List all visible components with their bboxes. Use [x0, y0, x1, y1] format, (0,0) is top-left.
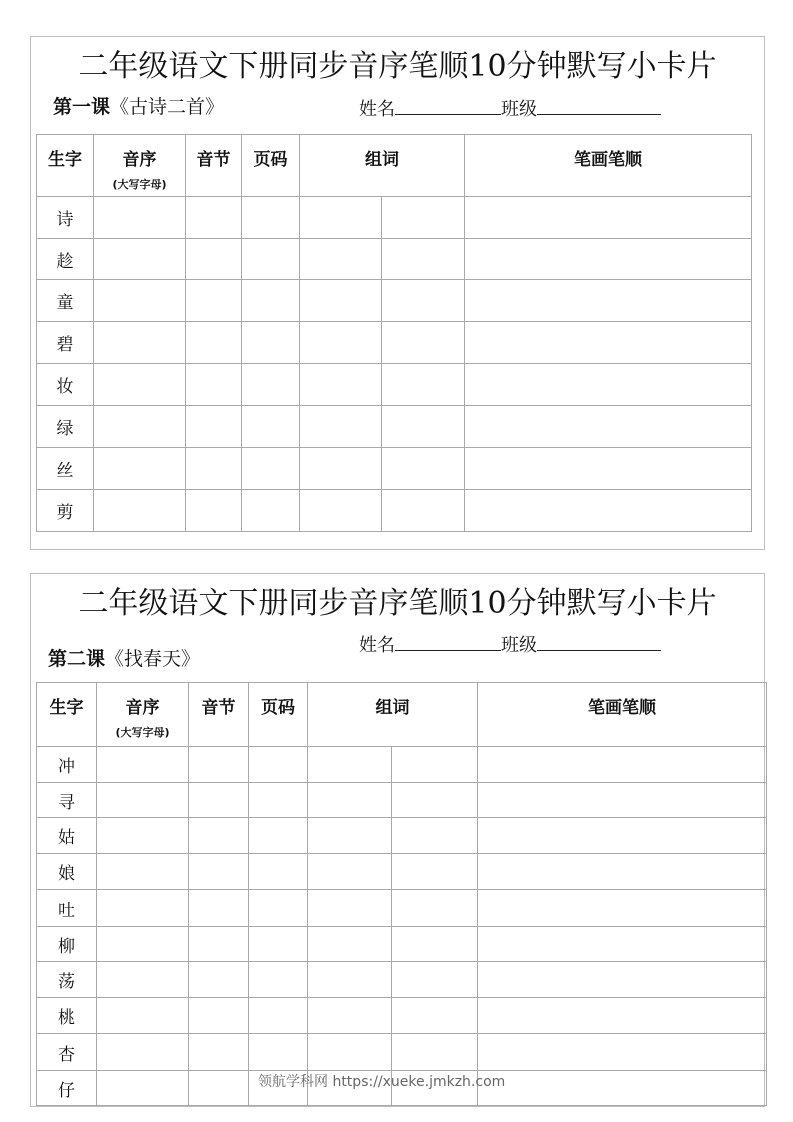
word-cell-2[interactable]: [392, 783, 478, 818]
name-label: 姓名: [359, 635, 395, 656]
word-cell-1[interactable]: [300, 280, 382, 322]
header-order: 音序 (大写字母): [94, 135, 186, 197]
lesson-number: 第二课: [48, 648, 106, 670]
char-cell: 寻: [37, 783, 97, 818]
order-cell[interactable]: [97, 818, 189, 854]
header-order-sub: (大写字母): [112, 178, 167, 191]
page-cell[interactable]: [249, 854, 308, 890]
syllable-cell[interactable]: [189, 1034, 249, 1071]
page-cell[interactable]: [242, 239, 300, 280]
word-cell-2[interactable]: [392, 998, 478, 1034]
lesson-name: 《古诗二首》: [110, 96, 225, 118]
syllable-cell[interactable]: [189, 747, 249, 783]
name-label: 姓名: [359, 99, 395, 120]
page-cell[interactable]: [242, 406, 300, 448]
page-cell[interactable]: [249, 818, 308, 854]
page-cell[interactable]: [249, 747, 308, 783]
lesson-number: 第一课: [53, 96, 111, 118]
word-cell-1[interactable]: [300, 364, 382, 406]
word-cell-1[interactable]: [308, 962, 392, 998]
order-cell[interactable]: [94, 490, 186, 532]
syllable-cell[interactable]: [186, 239, 242, 280]
char-cell: 绿: [37, 406, 94, 448]
table-row: [37, 322, 752, 364]
lesson-heading: [48, 644, 200, 671]
lesson-heading: [53, 92, 224, 119]
word-cell-2[interactable]: [392, 747, 478, 783]
syllable-cell[interactable]: [189, 1071, 249, 1106]
syllable-cell[interactable]: [186, 364, 242, 406]
syllable-cell[interactable]: [186, 280, 242, 322]
header-words: 组词: [308, 683, 478, 747]
strokes-cell[interactable]: [465, 490, 752, 532]
lesson-name: 《找春天》: [105, 648, 201, 670]
char-cell: 杏: [37, 1034, 97, 1071]
class-label: 班级: [501, 635, 537, 656]
order-cell[interactable]: [94, 322, 186, 364]
strokes-cell[interactable]: [478, 890, 767, 927]
page-cell[interactable]: [242, 280, 300, 322]
name-field[interactable]: [395, 98, 501, 115]
order-cell[interactable]: [97, 783, 189, 818]
char-cell: 童: [37, 280, 94, 322]
page-cell[interactable]: [242, 490, 300, 532]
word-cell-2[interactable]: [392, 927, 478, 962]
table-row: [37, 239, 752, 280]
table-row: [37, 197, 752, 239]
page-cell[interactable]: [242, 364, 300, 406]
page-cell[interactable]: [242, 322, 300, 364]
char-cell: 冲: [37, 747, 97, 783]
word-cell-2[interactable]: [392, 890, 478, 927]
word-cell-1[interactable]: [300, 448, 382, 490]
dictation-card-1: [30, 36, 765, 550]
char-cell: 桃: [37, 998, 97, 1034]
strokes-cell[interactable]: [465, 197, 752, 239]
syllable-cell[interactable]: [186, 406, 242, 448]
syllable-cell[interactable]: [189, 927, 249, 962]
table-row: [37, 854, 767, 890]
word-cell-1[interactable]: [300, 239, 382, 280]
header-words: 组词: [300, 135, 465, 197]
table-row: [37, 406, 752, 448]
word-cell-1[interactable]: [308, 854, 392, 890]
word-cell-2[interactable]: [392, 1034, 478, 1071]
order-cell[interactable]: [97, 1034, 189, 1071]
syllable-cell[interactable]: [189, 998, 249, 1034]
strokes-cell[interactable]: [478, 927, 767, 962]
page-cell[interactable]: [249, 998, 308, 1034]
student-info: [359, 95, 661, 121]
header-row: [37, 683, 767, 747]
page-cell[interactable]: [249, 962, 308, 998]
strokes-cell[interactable]: [465, 239, 752, 280]
page-cell[interactable]: [242, 448, 300, 490]
vocab-table: [36, 682, 767, 1106]
order-cell[interactable]: [97, 747, 189, 783]
word-cell-1[interactable]: [308, 1034, 392, 1071]
header-order: 音序 (大写字母): [97, 683, 189, 747]
char-cell: 荡: [37, 962, 97, 998]
strokes-cell[interactable]: [478, 854, 767, 890]
order-cell[interactable]: [97, 927, 189, 962]
word-cell-2[interactable]: [382, 197, 465, 239]
vocab-table: [36, 134, 752, 532]
strokes-cell[interactable]: [478, 783, 767, 818]
table-row: [37, 998, 767, 1034]
order-cell[interactable]: [94, 364, 186, 406]
student-info: [359, 631, 661, 657]
word-cell-1[interactable]: [308, 783, 392, 818]
page-cell[interactable]: [249, 890, 308, 927]
page-cell[interactable]: [249, 783, 308, 818]
header-syllable: 音节: [186, 135, 242, 197]
syllable-cell[interactable]: [189, 783, 249, 818]
char-cell: 柳: [37, 927, 97, 962]
order-cell[interactable]: [97, 962, 189, 998]
strokes-cell[interactable]: [478, 962, 767, 998]
table-row: [37, 927, 767, 962]
strokes-cell[interactable]: [465, 406, 752, 448]
word-cell-2[interactable]: [392, 854, 478, 890]
strokes-cell[interactable]: [478, 1034, 767, 1071]
syllable-cell[interactable]: [189, 818, 249, 854]
card-title: 二年级语文下册同步音序笔顺10分钟默写小卡片: [78, 586, 717, 621]
strokes-cell[interactable]: [465, 448, 752, 490]
word-cell-2[interactable]: [382, 239, 465, 280]
strokes-cell[interactable]: [478, 1071, 767, 1106]
char-cell: 娘: [37, 854, 97, 890]
table-row: [37, 890, 767, 927]
word-cell-1[interactable]: [308, 818, 392, 854]
word-cell-1[interactable]: [300, 322, 382, 364]
header-strokes: 笔画笔顺: [478, 683, 767, 747]
table-row: [37, 818, 767, 854]
word-cell-1[interactable]: [300, 406, 382, 448]
page-cell[interactable]: [249, 927, 308, 962]
word-cell-1[interactable]: [300, 197, 382, 239]
char-cell: 诗: [37, 197, 94, 239]
strokes-cell[interactable]: [465, 280, 752, 322]
table-row: [37, 1034, 767, 1071]
header-strokes: 笔画笔顺: [465, 135, 752, 197]
order-cell[interactable]: [94, 448, 186, 490]
char-cell: 吐: [37, 890, 97, 927]
table-row: [37, 783, 767, 818]
order-cell[interactable]: [97, 890, 189, 927]
header-row: [37, 135, 752, 197]
table-row: [37, 490, 752, 532]
word-cell-2[interactable]: [392, 962, 478, 998]
card-title: 二年级语文下册同步音序笔顺10分钟默写小卡片: [78, 49, 717, 84]
strokes-cell[interactable]: [478, 998, 767, 1034]
syllable-cell[interactable]: [189, 854, 249, 890]
char-cell: 妆: [37, 364, 94, 406]
class-field[interactable]: [537, 98, 661, 115]
watermark: 领航学科网 https://xueke.jmkzh.com: [258, 1074, 506, 1090]
syllable-cell[interactable]: [186, 490, 242, 532]
name-field[interactable]: [395, 634, 501, 651]
syllable-cell[interactable]: [189, 962, 249, 998]
strokes-cell[interactable]: [465, 364, 752, 406]
strokes-cell[interactable]: [465, 322, 752, 364]
word-cell-1[interactable]: [308, 927, 392, 962]
header-page: 页码: [242, 135, 300, 197]
class-label: 班级: [501, 99, 537, 120]
order-cell[interactable]: [94, 239, 186, 280]
header-char: 生字: [37, 135, 94, 197]
header-page: 页码: [249, 683, 308, 747]
word-cell-2[interactable]: [382, 490, 465, 532]
table-row: [37, 364, 752, 406]
word-cell-2[interactable]: [392, 818, 478, 854]
char-cell: 丝: [37, 448, 94, 490]
order-cell[interactable]: [94, 197, 186, 239]
order-cell[interactable]: [97, 1071, 189, 1106]
word-cell-2[interactable]: [382, 364, 465, 406]
word-cell-2[interactable]: [382, 406, 465, 448]
char-cell: 姑: [37, 818, 97, 854]
syllable-cell[interactable]: [186, 322, 242, 364]
header-char: 生字: [37, 683, 97, 747]
page-cell[interactable]: [242, 197, 300, 239]
word-cell-2[interactable]: [382, 448, 465, 490]
syllable-cell[interactable]: [189, 890, 249, 927]
order-cell[interactable]: [97, 854, 189, 890]
char-cell: 剪: [37, 490, 94, 532]
table-row: [37, 448, 752, 490]
header-syllable: 音节: [189, 683, 249, 747]
table-row: [37, 962, 767, 998]
word-cell-2[interactable]: [382, 280, 465, 322]
syllable-cell[interactable]: [186, 197, 242, 239]
word-cell-1[interactable]: [308, 747, 392, 783]
word-cell-2[interactable]: [382, 322, 465, 364]
char-cell: 趁: [37, 239, 94, 280]
page-cell[interactable]: [249, 1034, 308, 1071]
class-field[interactable]: [537, 634, 661, 651]
word-cell-1[interactable]: [300, 490, 382, 532]
table-row: [37, 747, 767, 783]
order-cell[interactable]: [94, 280, 186, 322]
word-cell-1[interactable]: [308, 998, 392, 1034]
order-cell[interactable]: [94, 406, 186, 448]
char-cell: 碧: [37, 322, 94, 364]
word-cell-1[interactable]: [308, 890, 392, 927]
dictation-card-2: [30, 573, 765, 1107]
strokes-cell[interactable]: [478, 818, 767, 854]
strokes-cell[interactable]: [478, 747, 767, 783]
table-row: [37, 280, 752, 322]
char-cell: 仔: [37, 1071, 97, 1106]
order-cell[interactable]: [97, 998, 189, 1034]
syllable-cell[interactable]: [186, 448, 242, 490]
header-order-sub: (大写字母): [115, 726, 170, 739]
